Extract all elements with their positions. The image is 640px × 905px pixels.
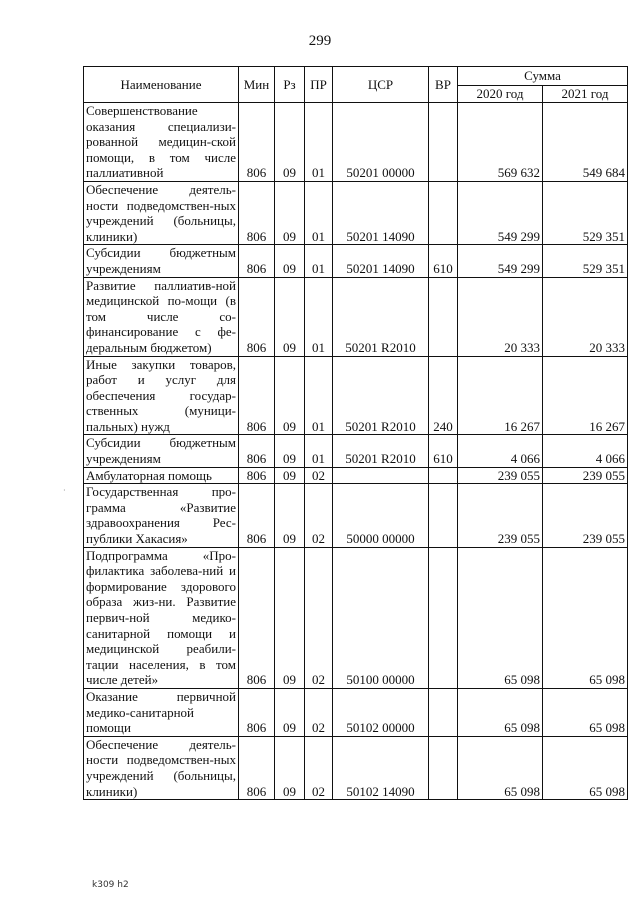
header-sum: Сумма xyxy=(458,67,628,86)
cell-sum-2021: 529 351 xyxy=(543,245,628,277)
cell-name: Субсидии бюджетным учреждениям xyxy=(84,245,239,277)
table-row xyxy=(84,103,628,182)
cell-vr xyxy=(429,181,458,244)
table-row xyxy=(84,547,628,688)
table-row xyxy=(84,277,628,356)
cell-csr: 50102 14090 xyxy=(333,736,429,799)
table-row xyxy=(84,484,628,547)
cell-pr: 02 xyxy=(305,547,333,688)
cell-rz: 09 xyxy=(275,245,305,277)
table-row xyxy=(84,467,628,484)
cell-csr xyxy=(333,467,429,484)
header-rz: Рз xyxy=(275,67,305,103)
cell-rz: 09 xyxy=(275,547,305,688)
cell-csr: 50201 14090 xyxy=(333,245,429,277)
cell-pr: 02 xyxy=(305,736,333,799)
cell-vr xyxy=(429,467,458,484)
cell-pr: 02 xyxy=(305,467,333,484)
cell-pr: 02 xyxy=(305,484,333,547)
cell-name: Обеспечение деятель-ности подведомствен-ных учреждений (больницы, клиники) xyxy=(84,736,239,799)
cell-rz: 09 xyxy=(275,356,305,435)
cell-name: Субсидии бюджетным учреждениям xyxy=(84,435,239,467)
header-pr: ПР xyxy=(305,67,333,103)
cell-rz: 09 xyxy=(275,103,305,182)
cell-min: 806 xyxy=(239,356,275,435)
cell-name: Иные закупки товаров, работ и услуг для обеспечения государ-ственных (муници-пальных) нужд xyxy=(84,356,239,435)
cell-min: 806 xyxy=(239,467,275,484)
cell-rz: 09 xyxy=(275,484,305,547)
margin-mark: · xyxy=(63,486,66,495)
cell-vr: 610 xyxy=(429,435,458,467)
cell-csr: 50201 00000 xyxy=(333,103,429,182)
table-row xyxy=(84,245,628,277)
cell-pr: 01 xyxy=(305,245,333,277)
cell-sum-2021: 239 055 xyxy=(543,467,628,484)
cell-min: 806 xyxy=(239,688,275,736)
cell-sum-2021: 549 684 xyxy=(543,103,628,182)
cell-name: Амбулаторная помощь xyxy=(84,467,239,484)
cell-csr: 50201 R2010 xyxy=(333,277,429,356)
cell-csr: 50201 R2010 xyxy=(333,356,429,435)
header-csr: ЦСР xyxy=(333,67,429,103)
cell-sum-2021: 20 333 xyxy=(543,277,628,356)
cell-vr xyxy=(429,688,458,736)
cell-vr xyxy=(429,277,458,356)
cell-sum-2021: 529 351 xyxy=(543,181,628,244)
cell-sum-2020: 569 632 xyxy=(458,103,543,182)
table-row xyxy=(84,181,628,244)
header-vr: ВР xyxy=(429,67,458,103)
cell-sum-2020: 16 267 xyxy=(458,356,543,435)
cell-rz: 09 xyxy=(275,688,305,736)
cell-pr: 01 xyxy=(305,277,333,356)
cell-pr: 01 xyxy=(305,181,333,244)
cell-sum-2021: 16 267 xyxy=(543,356,628,435)
cell-name: Развитие паллиатив-ной медицинской по-мощи (в том числе со-финансирование с фе-деральным бюджетом) xyxy=(84,277,239,356)
cell-rz: 09 xyxy=(275,181,305,244)
cell-vr xyxy=(429,484,458,547)
header-year-2020: 2020 год xyxy=(458,86,543,103)
header-name: Наименование xyxy=(84,67,239,103)
page-number: 299 xyxy=(308,33,332,49)
cell-rz: 09 xyxy=(275,277,305,356)
table-body xyxy=(84,103,628,800)
cell-min: 806 xyxy=(239,103,275,182)
cell-rz: 09 xyxy=(275,736,305,799)
cell-min: 806 xyxy=(239,277,275,356)
cell-rz: 09 xyxy=(275,435,305,467)
cell-sum-2020: 239 055 xyxy=(458,484,543,547)
cell-name: Совершенствование оказания специализи-рованной медицин-ской помощи, в том числе паллиативной xyxy=(84,103,239,182)
cell-sum-2020: 4 066 xyxy=(458,435,543,467)
cell-csr: 50201 14090 xyxy=(333,181,429,244)
cell-name: Оказание первичной медико-санитарной помощи xyxy=(84,688,239,736)
cell-sum-2020: 239 055 xyxy=(458,467,543,484)
cell-csr: 50000 00000 xyxy=(333,484,429,547)
cell-name: Обеспечение деятель-ности подведомствен-ных учреждений (больницы, клиники) xyxy=(84,181,239,244)
cell-pr: 01 xyxy=(305,103,333,182)
cell-vr xyxy=(429,736,458,799)
cell-sum-2020: 65 098 xyxy=(458,736,543,799)
cell-sum-2020: 549 299 xyxy=(458,245,543,277)
cell-min: 806 xyxy=(239,484,275,547)
cell-sum-2021: 65 098 xyxy=(543,547,628,688)
cell-vr: 240 xyxy=(429,356,458,435)
cell-name: Государственная про-грамма «Развитие здравоохранения Рес-публики Хакасия» xyxy=(84,484,239,547)
cell-vr xyxy=(429,103,458,182)
cell-sum-2021: 239 055 xyxy=(543,484,628,547)
header-year-2021: 2021 год xyxy=(543,86,628,103)
cell-sum-2020: 20 333 xyxy=(458,277,543,356)
cell-name: Подпрограмма «Про-филактика заболева-ний и формирование здорового образа жиз-ни. Развитие первич-ной медико-санитарной помощи и медицинской реабили-тации населения, в том числе детей» xyxy=(84,547,239,688)
cell-pr: 02 xyxy=(305,688,333,736)
table-row xyxy=(84,435,628,467)
cell-pr: 01 xyxy=(305,356,333,435)
cell-vr: 610 xyxy=(429,245,458,277)
cell-sum-2021: 65 098 xyxy=(543,688,628,736)
cell-min: 806 xyxy=(239,181,275,244)
header-min: Мин xyxy=(239,67,275,103)
footer-code: k309 h2 xyxy=(92,880,129,890)
cell-csr: 50102 00000 xyxy=(333,688,429,736)
cell-rz: 09 xyxy=(275,467,305,484)
cell-sum-2021: 65 098 xyxy=(543,736,628,799)
cell-csr: 50201 R2010 xyxy=(333,435,429,467)
budget-table xyxy=(83,66,628,800)
table-row xyxy=(84,356,628,435)
cell-vr xyxy=(429,547,458,688)
cell-sum-2021: 4 066 xyxy=(543,435,628,467)
cell-sum-2020: 65 098 xyxy=(458,547,543,688)
table-row xyxy=(84,736,628,799)
cell-min: 806 xyxy=(239,245,275,277)
table-header xyxy=(84,67,628,103)
cell-min: 806 xyxy=(239,736,275,799)
cell-min: 806 xyxy=(239,547,275,688)
cell-sum-2020: 65 098 xyxy=(458,688,543,736)
cell-csr: 50100 00000 xyxy=(333,547,429,688)
cell-min: 806 xyxy=(239,435,275,467)
table-row xyxy=(84,688,628,736)
cell-pr: 01 xyxy=(305,435,333,467)
cell-sum-2020: 549 299 xyxy=(458,181,543,244)
